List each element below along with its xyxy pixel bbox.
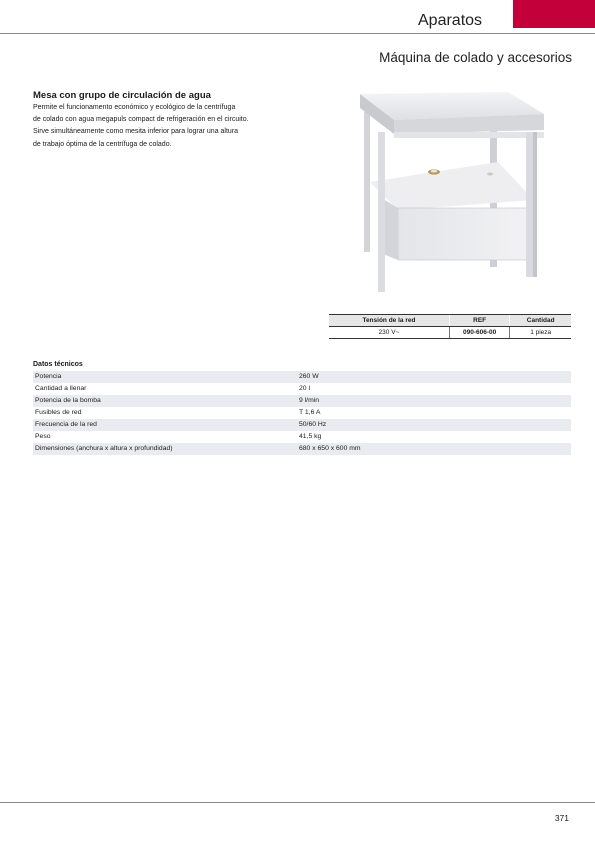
column-header: REF <box>449 315 509 327</box>
order-table-header <box>329 315 571 327</box>
spec-label: Peso <box>35 433 51 440</box>
spec-label: Dimensiones (anchura x altura x profundidad) <box>35 445 173 452</box>
table-cell: 1 pieza <box>510 327 571 339</box>
table-cell: 230 V~ <box>329 327 449 339</box>
page-number: 371 <box>554 813 569 823</box>
product-image-table <box>358 92 546 292</box>
order-table <box>329 314 571 339</box>
spec-row <box>33 443 571 455</box>
spec-row <box>33 407 571 419</box>
column-header: Tensión de la red <box>329 315 449 327</box>
product-description <box>33 102 303 151</box>
spec-row <box>33 419 571 431</box>
header-divider <box>0 33 595 34</box>
spec-value: 9 l/min <box>299 397 320 404</box>
column-header: Cantidad <box>510 315 571 327</box>
section-color-tab <box>513 0 595 28</box>
description-line: de colado con agua megapuls compact de refrigeración en el circuito. <box>33 116 249 124</box>
spec-value: T 1,6 A <box>299 409 321 416</box>
spec-label: Fusibles de red <box>35 409 82 416</box>
spec-label: Frecuencia de la red <box>35 421 97 428</box>
spec-label: Cantidad a llenar <box>35 385 87 392</box>
spec-row <box>33 395 571 407</box>
description-line: Permite el funcionamento económico y ecológico de la centrífuga <box>33 104 236 111</box>
specs-list <box>33 371 571 455</box>
spec-label: Potencia <box>35 373 62 380</box>
spec-row <box>33 383 571 395</box>
spec-row <box>33 371 571 383</box>
spec-row <box>33 431 571 443</box>
ref-cell: 090-606-00 <box>449 327 509 339</box>
specs-title: Datos técnicos <box>33 361 83 368</box>
spec-value: 41,5 kg <box>299 433 322 440</box>
description-line: de trabajo óptima de la centrífuga de colado. <box>33 140 172 148</box>
product-title: Mesa con grupo de circulación de agua <box>33 90 211 101</box>
spec-value: 260 W <box>299 373 319 380</box>
description-line: Sirve simultáneamente como mesita inferior para lograr una altura <box>33 128 239 136</box>
spec-value: 20 l <box>299 385 310 392</box>
spec-label: Potencia de la bomba <box>35 397 101 404</box>
spec-value: 680 x 650 x 600 mm <box>299 445 361 452</box>
footer-divider <box>0 802 595 803</box>
page-subtitle: Máquina de colado y accesorios <box>379 50 572 65</box>
spec-value: 50/60 Hz <box>299 421 327 428</box>
section-title: Aparatos <box>418 12 483 29</box>
table-row <box>329 327 571 339</box>
